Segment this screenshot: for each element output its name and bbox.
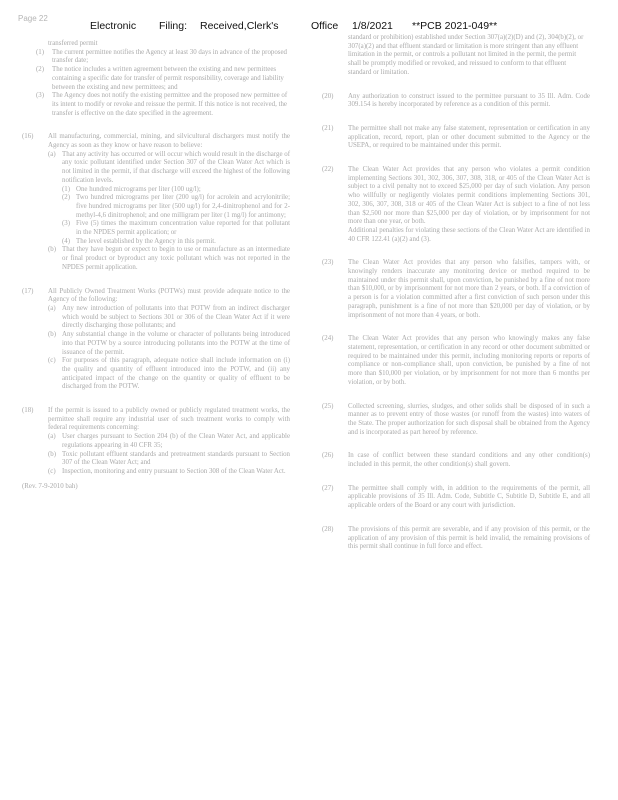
condition-16-a [48,151,290,186]
sub-text: That they have begun or expect to begin to use or manufacture as an intermediate or final product or byproduct any toxic pollutant which was not reported in the NPDES permit application. [62,246,290,271]
condition-number: (23) [322,259,334,267]
condition-text: All Publicly Owned Treatment Works (POTWs) must provide adequate notice to the Agency of the following: [48,287,290,304]
condition-28 [322,526,590,552]
transfer-item-text: The notice includes a written agreement between the existing and new permittees containing a specific date for transfer of permit responsibility, coverage and liability between the existing and new permittees; and [52,66,284,91]
notification-level [48,194,290,220]
transfer-item-num: (2) [36,66,45,74]
condition-number: (24) [322,335,334,343]
condition-text: The Clean Water Act provides that any person who violates a permit condition implementing Sections 301, 302, 306, 307, 308, 318, or 405 of the Clean Water Act is subject to a civil penalty not to exceed $25,000 per day of such violation. Any person who willfully or negligently violates permit conditions implementing Sections 301, 302, 306, 307, 308, 318 or 405 of the Clean Water Act is subject to a fine of not less than $2,500 nor more than $25,000 per day of violation, or by imprisonment for not more than one year, or both. [348,166,590,226]
sub-text: That any activity has occurred or will occur which would result in the discharge of any toxic pollutant identified under Section 307 of the Clean Water Act which is not limited in the permit, if that discharge will exceed the highest of the following notification levels. [62,150,290,184]
condition-18-a [48,433,290,450]
sub-num: (b) [48,246,57,254]
condition-16-b [48,246,290,272]
sub-text: Any new introduction of pollutants into that POTW from an indirect discharger which would be subject to Sections 301 or 306 of the Clean Water Act if it were directly discharging those pollutants; and [62,304,290,330]
stamp-filing: Filing: [159,20,188,32]
stamp-received: Received,Clerk's [200,20,279,32]
condition-text: All manufacturing, commercial, mining, and silvicultural dischargers must notify the Agency as soon as they know or have reason to believe: [48,133,290,150]
sub-text: Inspection, monitoring and entry pursuant to Section 308 of the Clean Water Act. [62,467,286,475]
transfer-item-num: (1) [36,48,45,56]
condition-text: If the permit is issued to a publicly owned or publicly regulated treatment works, the permittee shall require any industrial user of such treatment works to comply with federal requirements concerning: [48,407,290,432]
stamp-office: Office [311,20,339,32]
left-lead: transferred permit [48,40,98,47]
sub-num: (a) [48,150,56,158]
condition-text: In case of conflict between these standard conditions and any other condition(s) included in this permit, the other condition(s) shall govern. [348,452,590,469]
condition-text: The Clean Water Act provides that any person who knowingly makes any false statement, representation, or certification in any record or other document submitted or required to be maintained under this permit, including monitoring reports or reports of compliance or non-compliance shall, upon conviction, be punished by a fine of not more than $10,000 per violation, or by imprisonment for not more than 6 months per violation, or by both. [348,335,590,386]
condition-text: Collected screening, slurries, sludges, and other solids shall be disposed of in such a manner as to prevent entry of those wastes (or runoff from the wastes) into waters of the State. The proper authorization for such disposal shall be obtained from the Agency and is incorporated as part hereof by reference. [348,402,590,436]
sub-num: (c) [48,357,56,365]
condition-17-b [48,331,290,357]
sub-num: (b) [48,450,57,458]
condition-number: (27) [322,484,334,492]
item-num: (1) [62,185,71,193]
condition-18-c [48,468,290,477]
condition-18-b [48,451,290,468]
condition-22 [322,166,590,244]
transfer-item-text: The Agency does not notify the existing permittee and the proposed new permittee of its intent to modify or revoke and reissue the permit. If this notice is not received, the transfer is effective on the date specified in the agreement. [52,92,288,117]
condition-17-a [48,305,290,331]
sub-text: For purposes of this paragraph, adequate notice shall include information on (i) the quality and quantity of effluent introduced into the POTW, and (ii) any anticipated impact of the change on the quantity or quality of effluent to be discharged from the POTW. [62,357,290,391]
sub-num: (a) [48,304,56,312]
condition-text: The permittee shall not make any false statement, representation or certification in any application, record, report, plan or other document submitted to the Agency or the USEPA, or required to be maintained under this permit. [348,124,590,150]
item-num: (3) [62,220,71,228]
condition-number: (21) [322,124,334,132]
transfer-item [22,92,290,118]
item-num: (2) [62,194,71,202]
condition-number: (28) [322,525,334,533]
sub-text: Any substantial change in the volume or character of pollutants being introduced into that POTW by a source introducing pollutants into the POTW at the time of issuance of the permit. [62,331,290,356]
sub-num: (a) [48,433,56,441]
condition-number: (17) [22,287,34,295]
item-text: Five (5) times the maximum concentration value reported for that pollutant in the NPDES permit application; or [76,220,290,237]
stamp-date: 1/8/2021 [352,20,393,32]
condition-20 [322,93,590,110]
condition-number: (22) [322,166,334,174]
right-lead: standard or prohibition) established under Section 307(a)(2)(D) and (2), 304(b)(2), or 307(a)(2) and that effluent standard or limitation is more stringent than any effluent limitation in the permit, or controls a pollutant not limited in the permit, the permit shall be promptly modified or revoked, and reissued to conform to that effluent standard or limitation. [348,34,584,76]
condition-27 [322,485,590,511]
sub-num: (b) [48,331,57,339]
condition-21 [322,125,590,151]
condition-number: (18) [22,407,34,415]
stamp-source: Electronic [90,20,137,32]
left-column [22,40,290,491]
notification-level [48,186,290,195]
condition-number: (26) [322,452,334,460]
condition-23 [322,259,590,320]
item-text: Two hundred micrograms per liter (200 ug/l) for acrolein and acrylonitrile; five hundred micrograms per liter (500 ug/l) for 2,4-dinitrophenol and for 2-methyl-4,6 dinitrophenol; and one milligram per liter (1 mg/l) for antimony; [76,194,290,219]
sub-text: User charges pursuant to Section 204 (b) of the Clean Water Act, and applicable regulations appearing in 40 CFR 35; [62,433,290,449]
condition-text: The provisions of this permit are severable, and if any provision of this permit, or the application of any provision of this permit is held invalid, the remaining provisions of this permit shall continue in full force and effect. [348,525,590,551]
condition-text: The Clean Water Act provides that any person who falsifies, tampers with, or knowingly renders inaccurate any monitoring device or method required to be maintained under this permit shall, upon conviction, be punished by a fine of not more than $10,000, or by imprisonment for not more than 2 years, or both. If a conviction of a person is for a violation committed after a first conviction of such person under this paragraph, punishment is a fine of not more than $20,000 per day of violation, or by imprisonment of not more than 4 years, or both. [348,259,590,319]
condition-18 [22,407,290,477]
sub-num: (c) [48,467,56,475]
filing-stamp [90,20,530,34]
item-text: One hundred micrograms per liter (100 ug/l); [76,185,201,193]
page-number: Page 22 [18,14,48,23]
transfer-item-num: (3) [36,92,45,100]
transfer-item [22,66,290,92]
sub-text: Toxic pollutant effluent standards and pretreatment standards pursuant to Section 307 of the Clean Water Act; and [62,450,290,467]
transfer-item-text: The current permittee notifies the Agency at least 30 days in advance of the proposed transfer date; [52,48,287,65]
notification-level [48,220,290,237]
transfer-item [22,49,290,66]
condition-17 [22,288,290,392]
condition-24 [322,335,590,387]
stamp-docket: **PCB 2021-049** [412,20,498,32]
condition-text-extra: Additional penalties for violating these sections of the Clean Water Act are identified in 40 CFR 122.41 (a)(2) and (3). [348,226,590,243]
transfer-conditions [22,49,290,119]
condition-text: The permittee shall comply with, in addition to the requirements of the permit, all applicable provisions of 35 Ill. Adm. Code, Subtitle C, Subtitle D, Subtitle E, and all applicable orders of the Board or any court with jurisdiction. [348,484,590,510]
condition-text: Any authorization to construct issued to the permittee pursuant to 35 Ill. Adm. Code 309.154 is hereby incorporated by reference as a condition of this permit. [348,92,590,109]
condition-17-c [48,357,290,392]
item-text: The level established by the Agency in this permit. [76,237,216,245]
condition-number: (16) [22,133,34,141]
condition-25 [322,403,590,438]
item-num: (4) [62,237,71,245]
revision-note: (Rev. 7-9-2010 bah) [22,482,78,490]
condition-number: (20) [322,92,334,100]
condition-16 [22,133,290,272]
condition-26 [322,452,590,469]
condition-number: (25) [322,402,334,410]
notification-level [48,238,290,247]
right-column [322,34,590,567]
